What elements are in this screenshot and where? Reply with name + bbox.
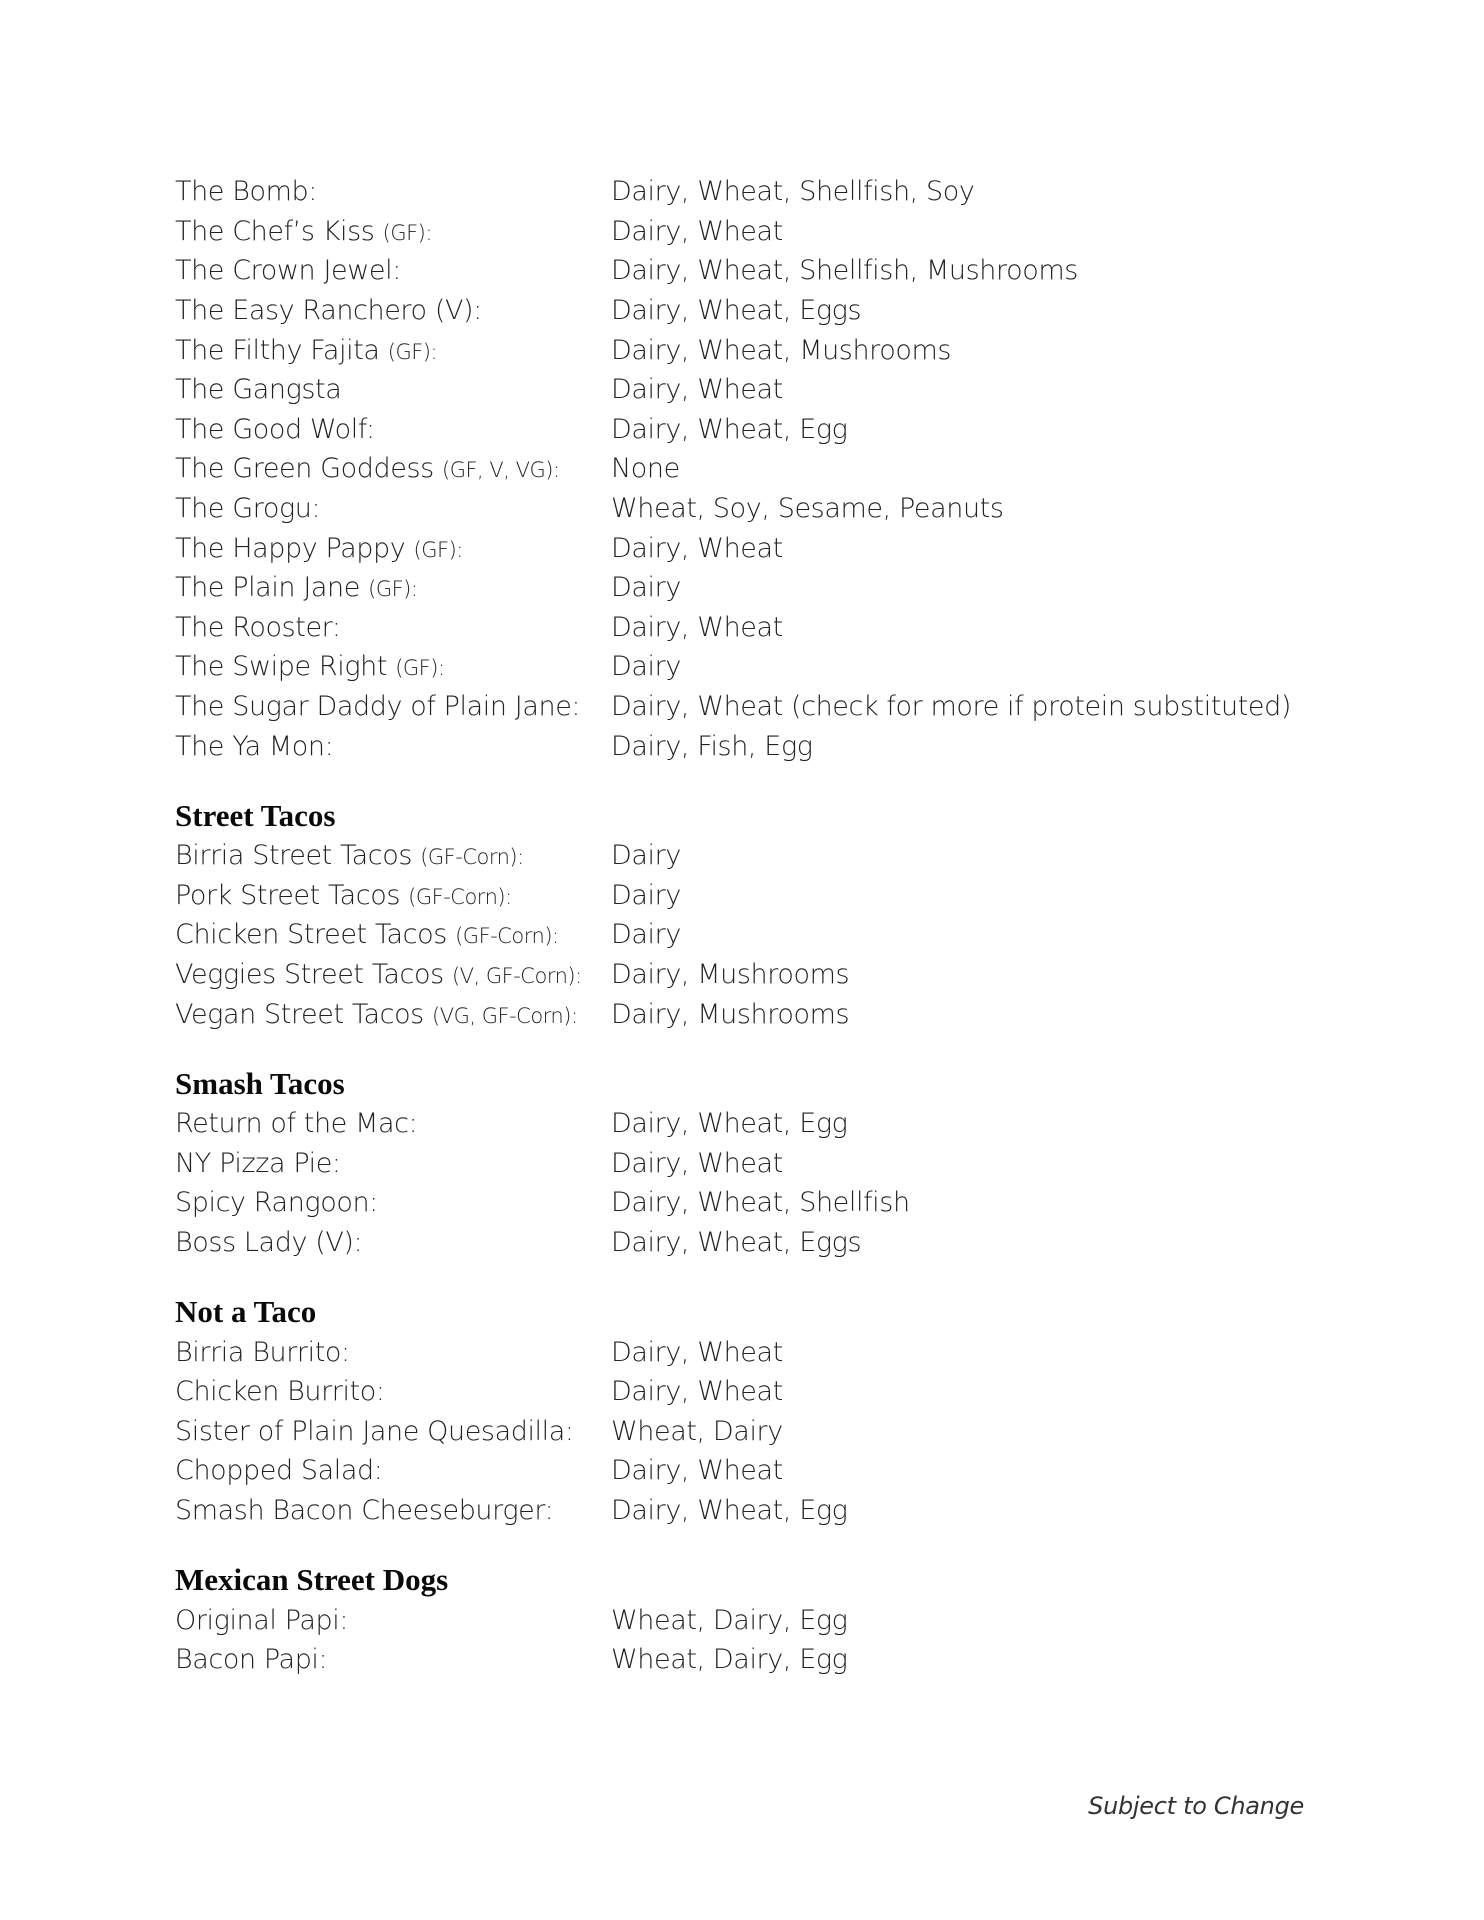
menu-item-row <box>175 172 1315 212</box>
item-allergens: Dairy, Wheat, Egg <box>611 413 848 445</box>
menu-section <box>175 1560 1315 1679</box>
item-name: The Easy Ranchero (V): <box>175 295 482 327</box>
item-name-cell <box>175 999 611 1030</box>
item-allergens: Dairy, Wheat <box>611 532 783 564</box>
menu-item-row <box>175 1411 1315 1451</box>
item-name: The Sugar Daddy of Plain Jane: <box>175 691 581 723</box>
item-name-cell <box>175 1605 611 1636</box>
item-name: The Plain Jane <box>175 572 369 604</box>
item-allergens: Wheat, Dairy, Egg <box>611 1644 848 1676</box>
menu-item-row <box>175 1491 1315 1531</box>
menu-item-row <box>175 489 1315 529</box>
menu-section <box>175 796 1315 1034</box>
item-name-cell <box>175 840 611 871</box>
item-name-cell <box>175 731 611 762</box>
menu-item-row <box>175 1143 1315 1183</box>
menu-item-row <box>175 726 1315 766</box>
item-name: The Green Goddess <box>175 453 442 485</box>
section-heading: Street Tacos <box>175 797 336 833</box>
item-name: Chicken Street Tacos <box>175 919 456 951</box>
item-allergens: Dairy <box>611 840 681 872</box>
item-name: The Filthy Fajita <box>175 334 388 366</box>
item-name: The Swipe Right <box>175 651 396 683</box>
menu-item-row <box>175 568 1315 608</box>
menu-item-row <box>175 955 1315 995</box>
item-allergens: Dairy, Wheat <box>611 374 783 406</box>
item-allergens: Dairy, Wheat, Egg <box>611 1108 848 1140</box>
item-name-cell <box>175 335 611 366</box>
dietary-tag: (GF) <box>413 537 457 562</box>
item-allergens: Dairy <box>611 572 681 604</box>
item-name-cell <box>175 414 611 445</box>
item-name-colon: : <box>410 577 418 602</box>
item-name-cell <box>175 1187 611 1218</box>
item-allergens: None <box>611 453 680 485</box>
item-name-cell <box>175 176 611 207</box>
item-allergens: Dairy, Wheat, Mushrooms <box>611 334 952 366</box>
item-name: The Chef’s Kiss <box>175 215 383 247</box>
item-name-colon: : <box>505 884 512 909</box>
item-name-colon: : <box>430 339 438 364</box>
item-name-cell <box>175 919 611 950</box>
item-allergens: Dairy, Mushrooms <box>611 958 850 990</box>
dietary-tag: (GF) <box>382 220 426 245</box>
dietary-tag: (GF) <box>368 577 411 602</box>
item-name-cell <box>175 533 611 564</box>
item-name-cell <box>175 612 611 643</box>
item-name-cell <box>175 1455 611 1486</box>
item-name-cell <box>175 880 611 911</box>
item-allergens: Dairy, Mushrooms <box>611 998 850 1030</box>
menu-item-row <box>175 251 1315 291</box>
item-name: NY Pizza Pie: <box>175 1147 341 1179</box>
item-name-cell <box>175 255 611 286</box>
item-allergens: Dairy, Wheat, Eggs <box>611 1226 862 1258</box>
item-name-cell <box>175 959 611 990</box>
menu-item-row <box>175 1451 1315 1491</box>
menu-section <box>175 172 1315 766</box>
item-allergens: Dairy, Wheat, Egg <box>611 1494 848 1526</box>
item-allergens: Dairy, Fish, Egg <box>611 730 813 762</box>
item-name-colon: : <box>570 1003 578 1028</box>
item-allergens: Dairy, Wheat, Eggs <box>611 295 862 327</box>
dietary-tag: (GF) <box>387 339 431 364</box>
item-name: Sister of Plain Jane Quesadilla: <box>175 1415 574 1447</box>
item-name-cell <box>175 651 611 682</box>
menu-item-row <box>175 1332 1315 1372</box>
item-allergens: Dairy, Wheat <box>611 611 783 643</box>
menu-item-row <box>175 449 1315 489</box>
item-name-cell <box>175 493 611 524</box>
dietary-tag: (GF-Corn) <box>408 884 506 909</box>
item-name-cell <box>175 1108 611 1139</box>
item-allergens: Wheat, Dairy <box>611 1415 783 1447</box>
subject-to-change-note: Subject to Change <box>1088 1792 1304 1820</box>
section-heading: Not a Taco <box>175 1294 317 1330</box>
menu-section <box>175 1292 1315 1530</box>
item-name-colon: : <box>552 458 560 483</box>
menu-item-row <box>175 915 1315 955</box>
item-name-cell <box>175 453 611 484</box>
menu-item-row <box>175 687 1315 727</box>
item-name-cell <box>175 572 611 603</box>
item-name-cell <box>175 1148 611 1179</box>
item-allergens: Dairy, Wheat <box>611 215 783 247</box>
item-name: The Rooster: <box>175 611 341 643</box>
item-name: Boss Lady (V): <box>175 1226 363 1258</box>
menu-item-row <box>175 1223 1315 1263</box>
item-allergens: Dairy, Wheat, Shellfish, Soy <box>611 176 975 208</box>
item-name: The Ya Mon: <box>175 730 334 762</box>
item-allergens: Dairy, Wheat, Shellfish <box>611 1187 910 1219</box>
item-allergens: Wheat, Dairy, Egg <box>611 1604 848 1636</box>
menu-item-row <box>175 528 1315 568</box>
menu-item-row <box>175 1183 1315 1223</box>
item-name-colon: : <box>425 220 432 245</box>
item-allergens: Dairy, Wheat, Shellfish, Mushrooms <box>611 255 1078 287</box>
dietary-tag: (GF-Corn) <box>455 924 553 949</box>
item-name: Original Papi: <box>175 1604 349 1636</box>
item-name: The Bomb: <box>175 176 317 208</box>
item-allergens: Dairy <box>611 651 681 683</box>
menu-item-row <box>175 1640 1315 1680</box>
item-name: Return of the Mac: <box>175 1108 418 1140</box>
dietary-tag: (V, GF-Corn) <box>451 963 576 988</box>
item-name: Bacon Papi: <box>175 1644 328 1676</box>
item-name: The Gangsta <box>175 374 342 406</box>
item-name: The Happy Pappy <box>175 532 414 564</box>
menu-item-row <box>175 836 1315 876</box>
item-name-colon: : <box>575 963 582 988</box>
item-name-cell <box>175 1337 611 1368</box>
allergen-menu <box>175 172 1315 1679</box>
item-allergens: Dairy, Wheat <box>611 1376 783 1408</box>
dietary-tag: (VG, GF-Corn) <box>432 1003 571 1028</box>
menu-item-row <box>175 608 1315 648</box>
item-name: Chicken Burrito: <box>175 1376 385 1408</box>
dietary-tag: (GF-Corn) <box>420 845 518 870</box>
menu-item-row <box>175 330 1315 370</box>
item-name-cell <box>175 1376 611 1407</box>
item-name: Birria Street Tacos <box>175 840 421 872</box>
item-name-cell <box>175 216 611 247</box>
menu-item-row <box>175 994 1315 1034</box>
item-name: Veggies Street Tacos <box>175 958 452 990</box>
item-allergens: Dairy, Wheat <box>611 1455 783 1487</box>
item-allergens: Dairy <box>611 919 681 951</box>
dietary-tag: (GF) <box>395 656 438 681</box>
item-name-cell <box>175 1416 611 1447</box>
item-name-colon: : <box>517 845 524 870</box>
item-name: The Good Wolf: <box>175 413 375 445</box>
item-name-colon: : <box>437 656 445 681</box>
item-name: The Grogu: <box>175 493 321 525</box>
item-name: Smash Bacon Cheeseburger: <box>175 1494 554 1526</box>
item-name: Vegan Street Tacos <box>175 998 433 1030</box>
item-name-cell <box>175 374 611 405</box>
item-allergens: Dairy <box>611 879 681 911</box>
menu-item-row <box>175 876 1315 916</box>
menu-item-row <box>175 212 1315 252</box>
menu-item-row <box>175 410 1315 450</box>
menu-item-row <box>175 1104 1315 1144</box>
menu-section <box>175 1064 1315 1262</box>
menu-item-row <box>175 647 1315 687</box>
item-name: Chopped Salad: <box>175 1455 383 1487</box>
item-name-cell <box>175 295 611 326</box>
section-heading: Smash Tacos <box>175 1065 345 1101</box>
dietary-tag: (GF, V, VG) <box>442 458 553 483</box>
item-name-colon: : <box>552 924 559 949</box>
item-name-cell <box>175 691 611 722</box>
item-name: Birria Burrito: <box>175 1336 350 1368</box>
menu-item-row <box>175 370 1315 410</box>
menu-item-row <box>175 291 1315 331</box>
item-allergens: Dairy, Wheat <box>611 1336 783 1368</box>
item-name: Pork Street Tacos <box>175 879 409 911</box>
menu-item-row <box>175 1600 1315 1640</box>
item-name: Spicy Rangoon: <box>175 1187 378 1219</box>
item-allergens: Dairy, Wheat <box>611 1147 783 1179</box>
item-allergens: Dairy, Wheat (check for more if protein substituted) <box>611 691 1292 723</box>
section-heading: Mexican Street Dogs <box>175 1562 449 1598</box>
item-name-cell <box>175 1495 611 1526</box>
menu-item-row <box>175 1372 1315 1412</box>
item-name: The Crown Jewel: <box>175 255 401 287</box>
item-allergens: Wheat, Soy, Sesame, Peanuts <box>611 493 1004 525</box>
item-name-cell <box>175 1644 611 1675</box>
item-name-cell <box>175 1227 611 1258</box>
item-name-colon: : <box>456 537 463 562</box>
